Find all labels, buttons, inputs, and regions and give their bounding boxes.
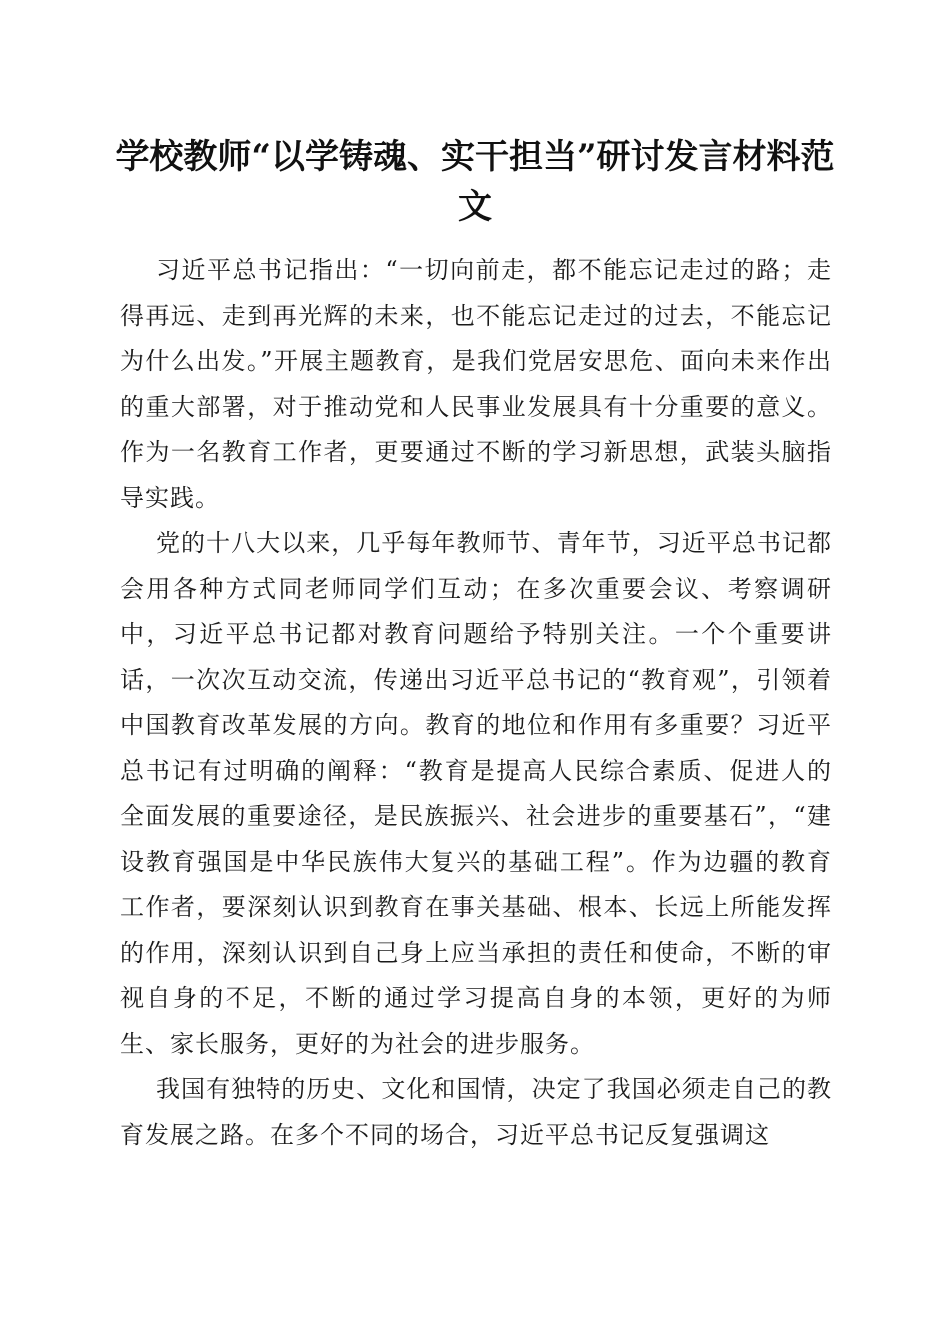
document-body [120,248,832,1158]
document-title: 学校教师“以学铸魂、实干担当”研讨发言材料范文 [115,137,835,227]
paragraph-2: 党的十八大以来，几乎每年教师节、青年节，习近平总书记都会用各种方式同老师同学们互动；在多次重要会议、考察调研中，习近平总书记都对教育问题给予特别关注。一个个重要讲话，一次次互动交流，传递出习近平总书记的“教育观”，引领着中国教育改革发展的方向。教育的地位和作用有多重要？习近平总书记有过明确的阐释：“教育是提高人民综合素质、促进人的全面发展的重要途径，是民族振兴、社会进步的重要基石”，“建设教育强国是中华民族伟大复兴的基础工程”。作为边疆的教育工作者，要深刻认识到教育在事关基础、根本、长远上所能发挥的作用，深刻认识到自己身上应当承担的责任和使命，不断的审视自身的不足，不断的通过学习提高自身的本领，更好的为师生、家长服务，更好的为社会的进步服务。 [120,529,832,1058]
paragraph-1: 习近平总书记指出：“一切向前走，都不能忘记走过的路；走得再远、走到再光辉的未来，也不能忘记走过的过去，不能忘记为什么出发。”开展主题教育，是我们党居安思危、面向未来作出的重大部署，对于推动党和人民事业发展具有十分重要的意义。作为一名教育工作者，更要通过不断的学习新思想，武装头脑指导实践。 [120,256,832,512]
paragraph-3: 我国有独特的历史、文化和国情，决定了我国必须走自己的教育发展之路。在多个不同的场合，习近平总书记反复强调这 [120,1075,832,1149]
